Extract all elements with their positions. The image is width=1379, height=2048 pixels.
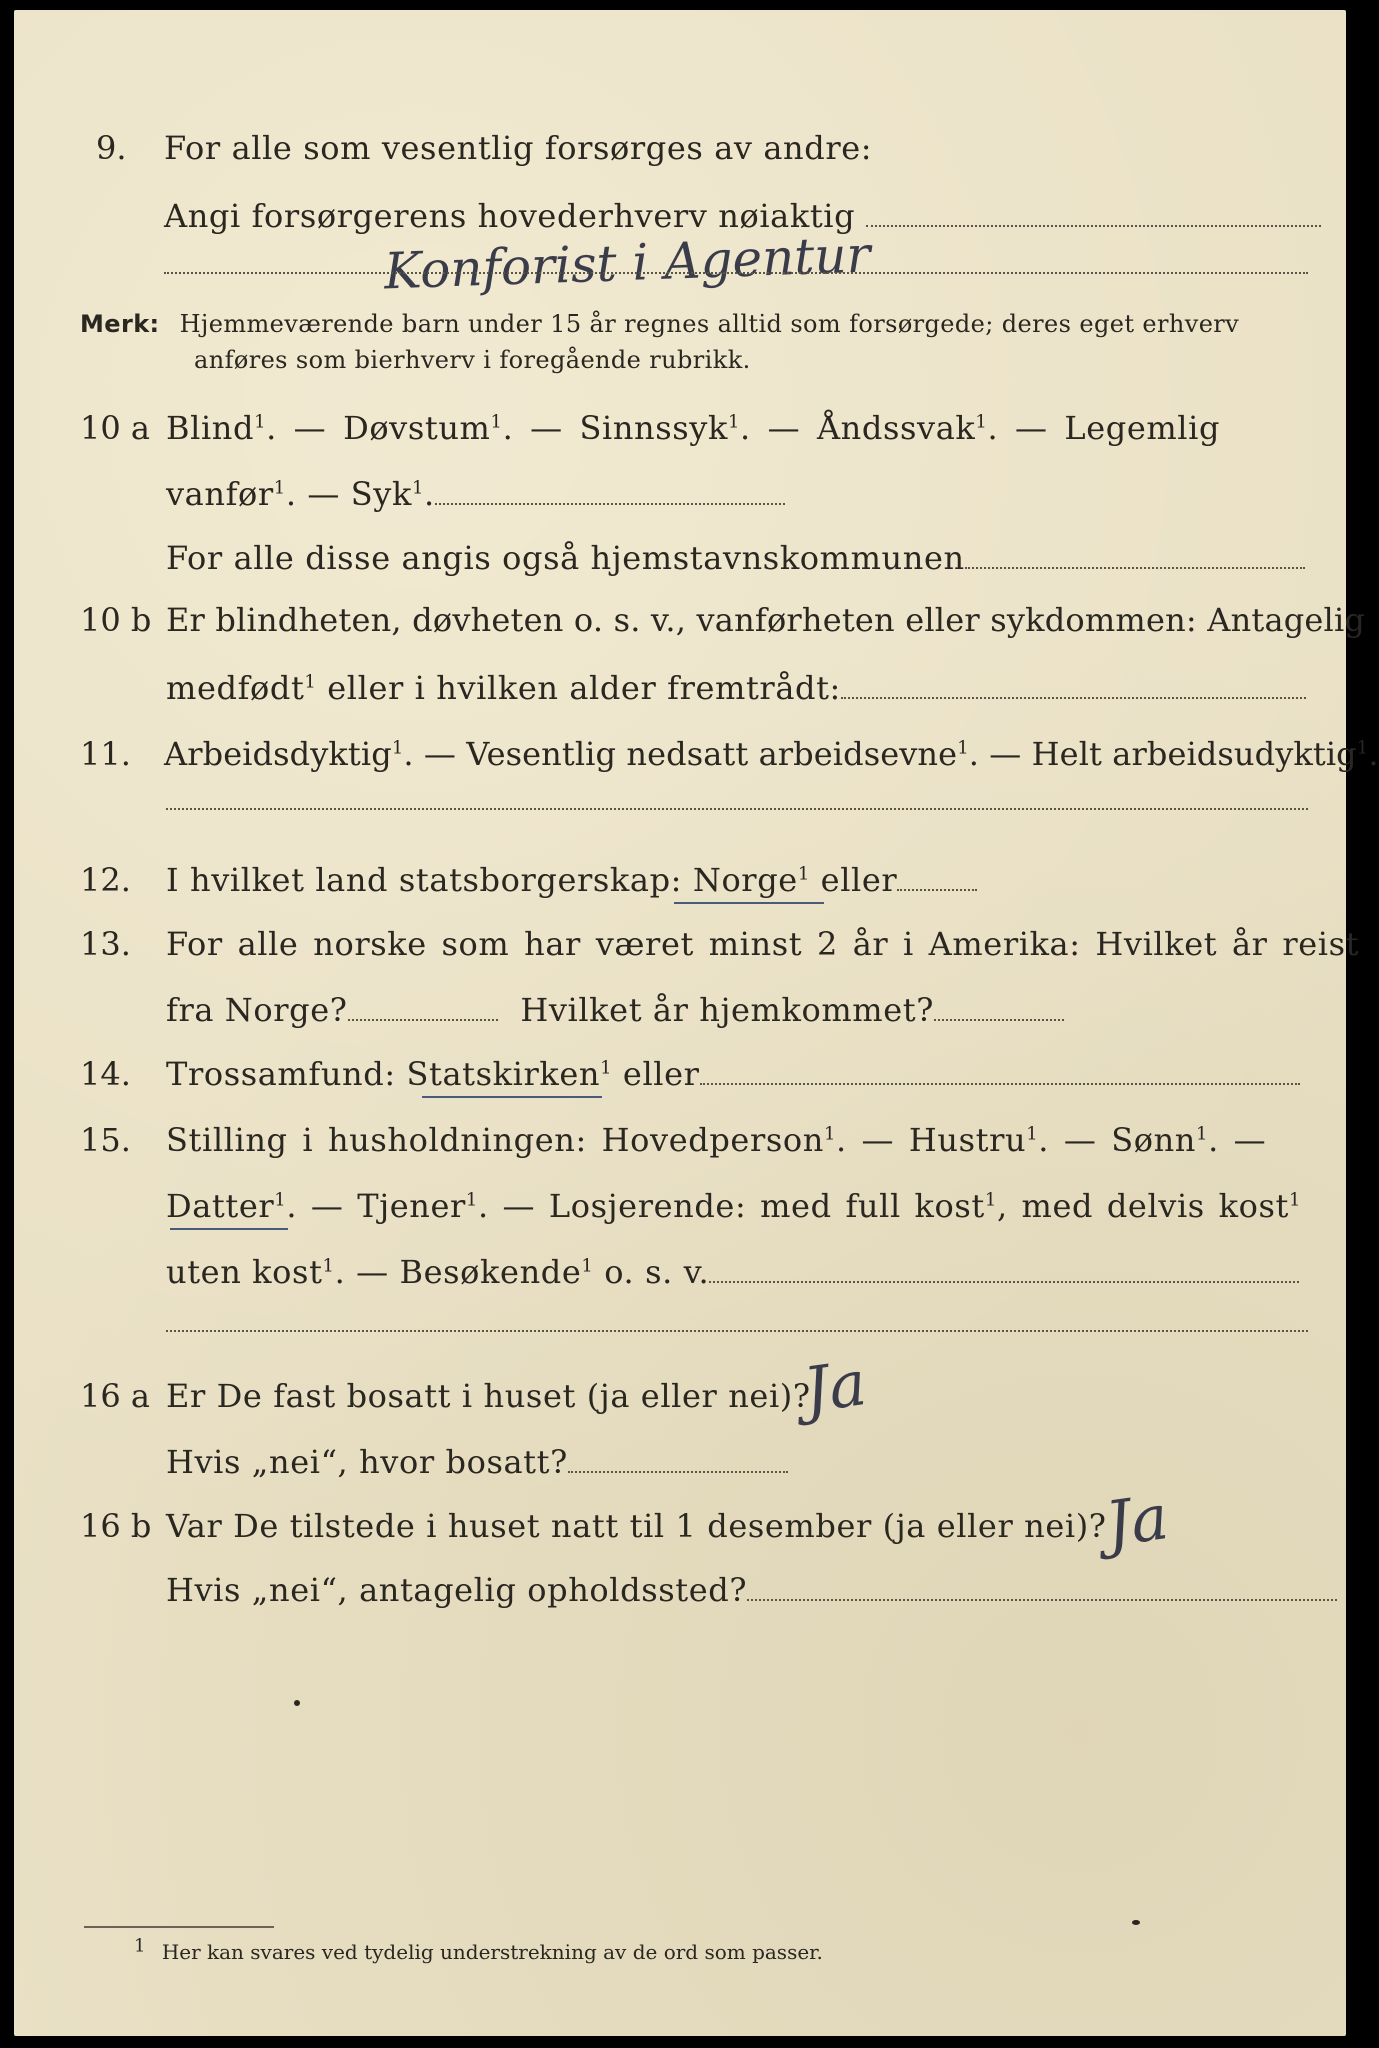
footnote-ref: 1 [823, 1123, 837, 1145]
q14-line [166, 1054, 1300, 1094]
separator: . — [266, 409, 344, 447]
option-vanfor[interactable]: vanfør [166, 475, 274, 513]
q11-line [164, 734, 1379, 774]
separator: . — [403, 735, 467, 773]
q13-hjem-label: Hvilket år hjemkommet? [520, 991, 934, 1029]
q13-line1: For alle norske som har været minst 2 år i Amerika: Hvilket år reist [166, 925, 1360, 963]
merk-label: Merk: [80, 310, 160, 338]
q16a-bosatt-label: Hvis „nei“, hvor bosatt? [166, 1443, 568, 1481]
q16b-line2 [166, 1570, 1337, 1610]
q12-dotted-line [897, 863, 977, 891]
census-form-page [14, 10, 1379, 2036]
footnote-rule [84, 1926, 274, 1928]
q9-handwritten-answer[interactable]: Konforist i Agentur [383, 225, 872, 301]
footnote-ref: 1 [727, 411, 741, 433]
q9-line2-text: Angi forsørgerens hovederhverv nøiaktig [164, 197, 856, 235]
q16a-dotted-line [568, 1445, 788, 1473]
option-legemlig[interactable]: Legemlig [1064, 409, 1221, 447]
q15-line2 [166, 1186, 1301, 1226]
footnote-ref: 1 [581, 1255, 594, 1277]
footnote-ref: 1 [490, 411, 503, 433]
q13-reist-line [348, 993, 498, 1021]
separator: . — [502, 409, 580, 447]
q15-line1 [166, 1120, 1266, 1160]
q16b-number: 16 b [80, 1507, 152, 1545]
separator: . — [285, 475, 351, 513]
q10b-line1: Er blindheten, døvheten o. s. v., vanførheten eller sykdommen: Antagelig [166, 601, 1366, 639]
q16b-handwritten-answer[interactable]: Ja [1101, 1480, 1173, 1561]
footnote-ref: 1 [254, 411, 267, 433]
q10b-dotted-line [841, 671, 1306, 699]
q15-dotted-line [709, 1255, 1299, 1283]
q10a-line1 [166, 408, 1220, 448]
option-medfodt[interactable]: medfødt [166, 669, 305, 707]
option-full-kost[interactable]: . — Losjerende: med full kost [477, 1187, 985, 1225]
option-arbeidsudyktig[interactable]: Helt arbeidsudyktig [1031, 735, 1357, 773]
q13-line2 [166, 990, 1064, 1030]
q16b-opholdssted-label: Hvis „nei“, antagelig opholdssted? [166, 1571, 748, 1609]
q14-dotted-line [700, 1057, 1300, 1085]
footnote-ref: 1 [304, 671, 317, 693]
option-blind[interactable]: Blind [166, 409, 255, 447]
option-tjener[interactable]: . — Tjener [286, 1187, 466, 1225]
q12-number: 12. [80, 861, 131, 899]
footnote-ref: 1 [797, 863, 810, 885]
separator: . — [987, 409, 1065, 447]
q15-number: 15. [80, 1121, 131, 1159]
q10a-number: 10 a [80, 409, 150, 447]
q10b-line2-text: eller i hvilken alder fremtrådt: [316, 669, 841, 707]
option-arbeidsdyktig[interactable]: Arbeidsdyktig [164, 735, 392, 773]
separator: . — [740, 409, 817, 447]
merk-line1 [80, 304, 1239, 344]
q10b-number: 10 b [80, 601, 152, 639]
q15-answer-line [166, 1330, 1308, 1332]
q16b-dotted-line [747, 1573, 1337, 1601]
footnote-ref: 1 [1356, 737, 1369, 759]
option-nedsatt[interactable]: Vesentlig nedsatt arbeidsevne [466, 735, 958, 773]
separator: . — [1208, 1121, 1267, 1159]
q12-eller: eller [809, 861, 898, 899]
footnote-text: Her kan svares ved tydelig understrekning av de ord som passer. [161, 1940, 823, 1964]
q10a-line2 [166, 474, 785, 514]
footnote-ref: 1 [465, 1189, 478, 1211]
footnote-ref: 1 [1288, 1189, 1301, 1211]
option-sinnssyk[interactable]: Sinnssyk [579, 409, 728, 447]
merk-text1: Hjemmeværende barn under 15 år regnes alltid som forsørgede; deres eget erhverv [179, 310, 1240, 338]
q10a-line3 [166, 538, 1305, 578]
datter-underline [170, 1228, 288, 1230]
option-hustru[interactable]: . — Hustru [836, 1121, 1027, 1159]
option-uten-kost[interactable]: uten kost [166, 1253, 323, 1291]
footnote [134, 1935, 823, 1964]
q16b-question: Var De tilstede i huset natt til 1 desember (ja eller nei)? [166, 1507, 1107, 1545]
option-hovedperson[interactable]: Stilling i husholdningen: Hovedperson [166, 1121, 824, 1159]
q10a-dotted-line [435, 477, 785, 505]
footnote-ref: 1 [322, 1255, 335, 1277]
q14-text: Trossamfund: [166, 1055, 407, 1093]
q16a-line2 [166, 1442, 788, 1482]
option-norge[interactable]: Norge [692, 861, 798, 899]
option-syk[interactable]: Syk [350, 475, 412, 513]
footnote-ref: 1 [274, 1189, 287, 1211]
q11-answer-line [166, 808, 1308, 810]
q9-dotted-line [866, 199, 1321, 227]
q16a-question: Er De fast bosatt i huset (ja eller nei)? [166, 1377, 811, 1415]
separator: . [1368, 735, 1379, 773]
q16a-number: 16 a [80, 1377, 150, 1415]
footnote-ref: 1 [1196, 1123, 1209, 1145]
option-dovstum[interactable]: Døvstum [343, 409, 491, 447]
separator: . [424, 475, 435, 513]
q13-reist-label: fra Norge? [166, 991, 348, 1029]
footnote-ref: 1 [600, 1057, 613, 1079]
q16a-line1 [166, 1376, 811, 1416]
option-datter[interactable]: Datter [166, 1187, 275, 1225]
ink-speck [1132, 1920, 1140, 1925]
norge-underline [674, 902, 824, 904]
footnote-ref: 1 [984, 1189, 997, 1211]
q15-line3 [166, 1252, 1299, 1292]
q12-line [166, 860, 977, 900]
q16b-line1 [166, 1506, 1107, 1546]
option-delvis-kost[interactable]: , med delvis kost [996, 1187, 1289, 1225]
q9-line1: For alle som vesentlig forsørges av andre: [164, 129, 873, 167]
q13-hjem-line [934, 993, 1064, 1021]
merk-line2: anføres som bierhverv i foregående rubrikk. [194, 346, 751, 374]
footnote-ref: 1 [411, 477, 425, 499]
option-sonn[interactable]: . — Sønn [1038, 1121, 1197, 1159]
footnote-ref: 1 [273, 477, 286, 499]
footnote-ref: 1 [957, 737, 969, 759]
option-andssvak[interactable]: Åndssvak [816, 409, 976, 447]
footnote-mark: 1 [134, 1935, 146, 1957]
q10b-line2 [166, 668, 1306, 708]
ink-speck [294, 1700, 300, 1706]
footnote-ref: 1 [391, 737, 404, 759]
option-statskirken[interactable]: Statskirken [406, 1055, 601, 1093]
q14-number: 14. [80, 1055, 131, 1093]
footnote-ref: 1 [975, 411, 988, 433]
q13-number: 13. [80, 925, 131, 963]
q11-number: 11. [80, 735, 131, 773]
q10a-line3-text: For alle disse angis også hjemstavnskommunen [166, 539, 965, 577]
q12-text: I hvilket land statsborgerskap: [166, 861, 693, 899]
q16a-handwritten-answer[interactable]: Ja [799, 1346, 871, 1427]
option-besokende[interactable]: . — Besøkende [334, 1253, 582, 1291]
q9-number: 9. [96, 129, 127, 167]
separator: . — [968, 735, 1032, 773]
footnote-ref: 1 [1026, 1123, 1039, 1145]
q9-answer-line [164, 272, 1308, 274]
q15-osv: o. s. v. [593, 1253, 710, 1291]
statskirken-underline [422, 1096, 602, 1098]
q14-eller: eller [612, 1055, 700, 1093]
q10a-hjemstavn-line [965, 541, 1305, 569]
